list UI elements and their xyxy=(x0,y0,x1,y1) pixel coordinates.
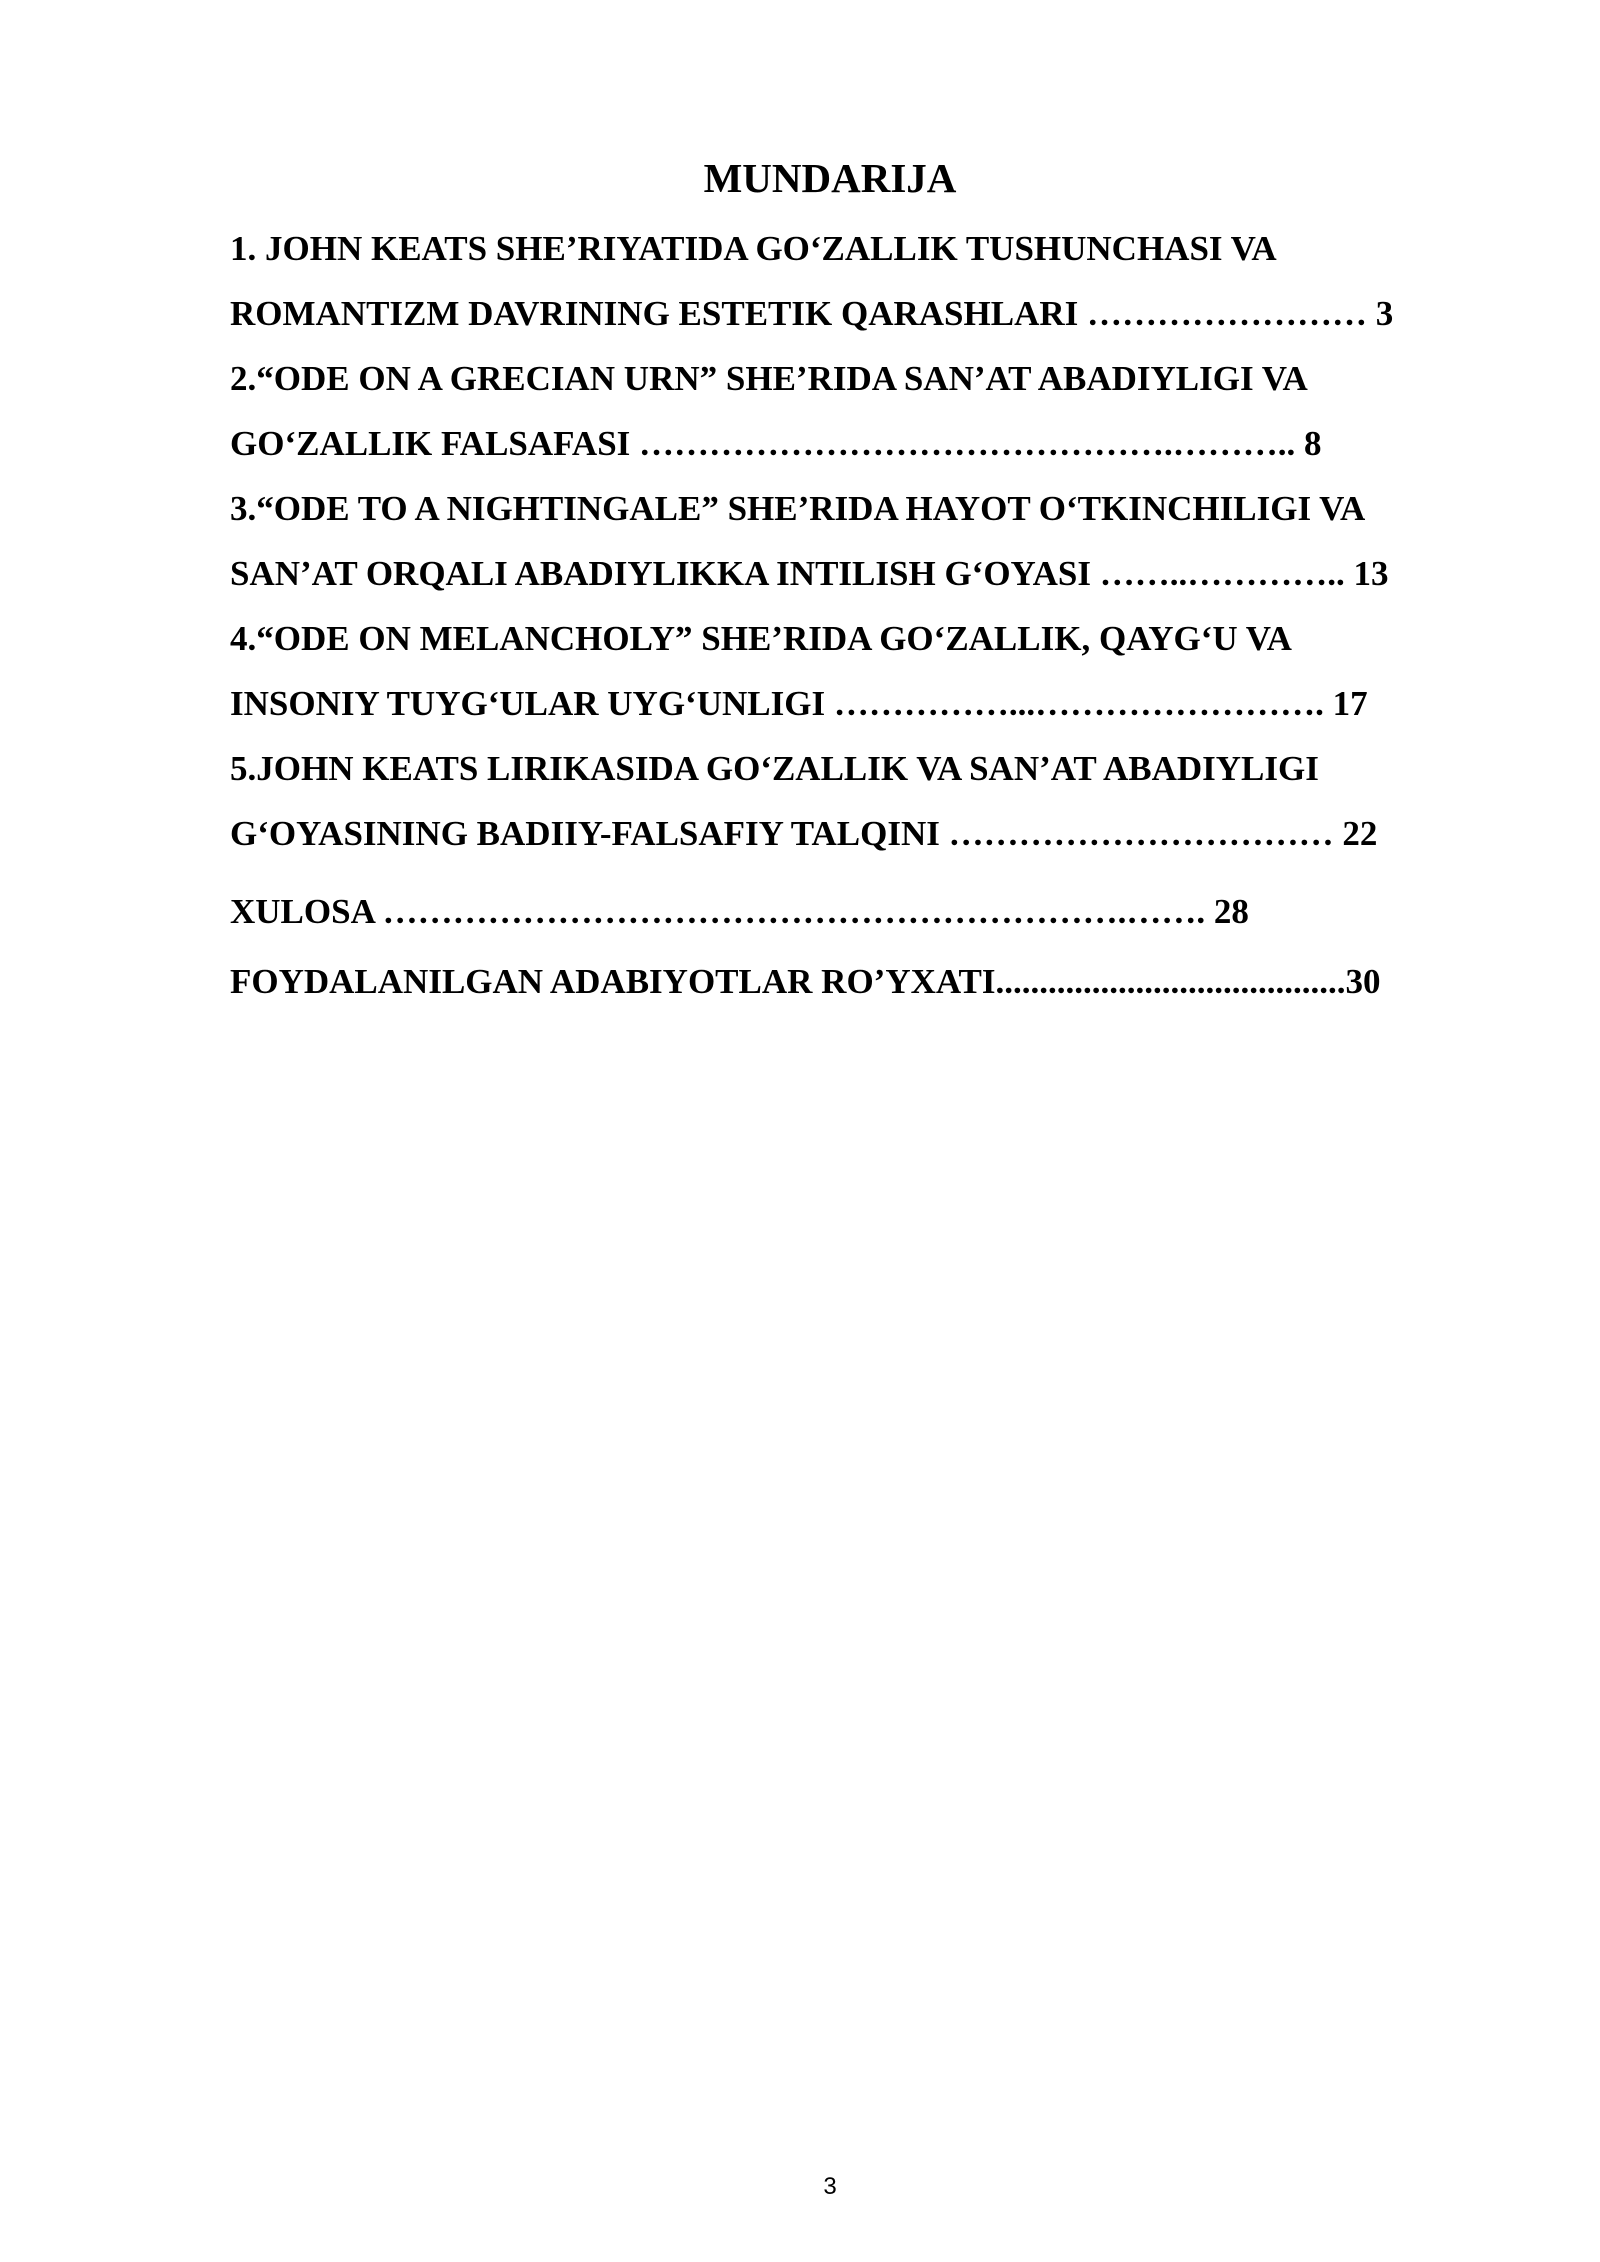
page-number: 3 xyxy=(823,2173,837,2200)
toc-entry-3-line-1[interactable]: 3.“ODE TO A NIGHTINGALE” SHE’RIDA HAYOT O‘TKINCHILIGI VA xyxy=(230,489,1366,528)
toc-entry-2-line-2[interactable]: GO‘ZALLIK FALSAFASI ……………………………………….……….. 8 xyxy=(230,424,1322,463)
toc-entry-5-line-2[interactable]: G‘OYASINING BADIIY-FALSAFIY TALQINI …………………………… 22 xyxy=(230,814,1378,853)
toc-entry-1-line-1[interactable]: 1. JOHN KEATS SHE’RIYATIDA GO‘ZALLIK TUSHUNCHASI VA xyxy=(230,229,1277,268)
toc-entry-3-line-2[interactable]: SAN’AT ORQALI ABADIYLIKKA INTILISH G‘OYASI ……..………….. 13 xyxy=(230,554,1389,593)
toc-entry-conclusion[interactable]: XULOSA ……………………………………………………….……. 28 xyxy=(230,892,1249,931)
toc-entry-5-line-1[interactable]: 5.JOHN KEATS LIRIKASIDA GO‘ZALLIK VA SAN’AT ABADIYLIGI xyxy=(230,749,1319,788)
toc-entry-4-line-1[interactable]: 4.“ODE ON MELANCHOLY” SHE’RIDA GO‘ZALLIK, QAYG‘U VA xyxy=(230,619,1292,658)
toc-entry-references[interactable]: FOYDALANILGAN ADABIYOTLAR RO’YXATI........................................30 xyxy=(230,962,1381,1001)
toc-entry-1-line-2[interactable]: ROMANTIZM DAVRINING ESTETIK QARASHLARI …………………… 3 xyxy=(230,294,1394,333)
toc-entry-2-line-1[interactable]: 2.“ODE ON A GRECIAN URN” SHE’RIDA SAN’AT ABADIYLIGI VA xyxy=(230,359,1308,398)
toc-title: MUNDARIJA xyxy=(703,155,957,201)
toc-entry-4-line-2[interactable]: INSONIY TUYG‘ULAR UYG‘UNLIGI ……………...……………………. 17 xyxy=(230,684,1368,723)
